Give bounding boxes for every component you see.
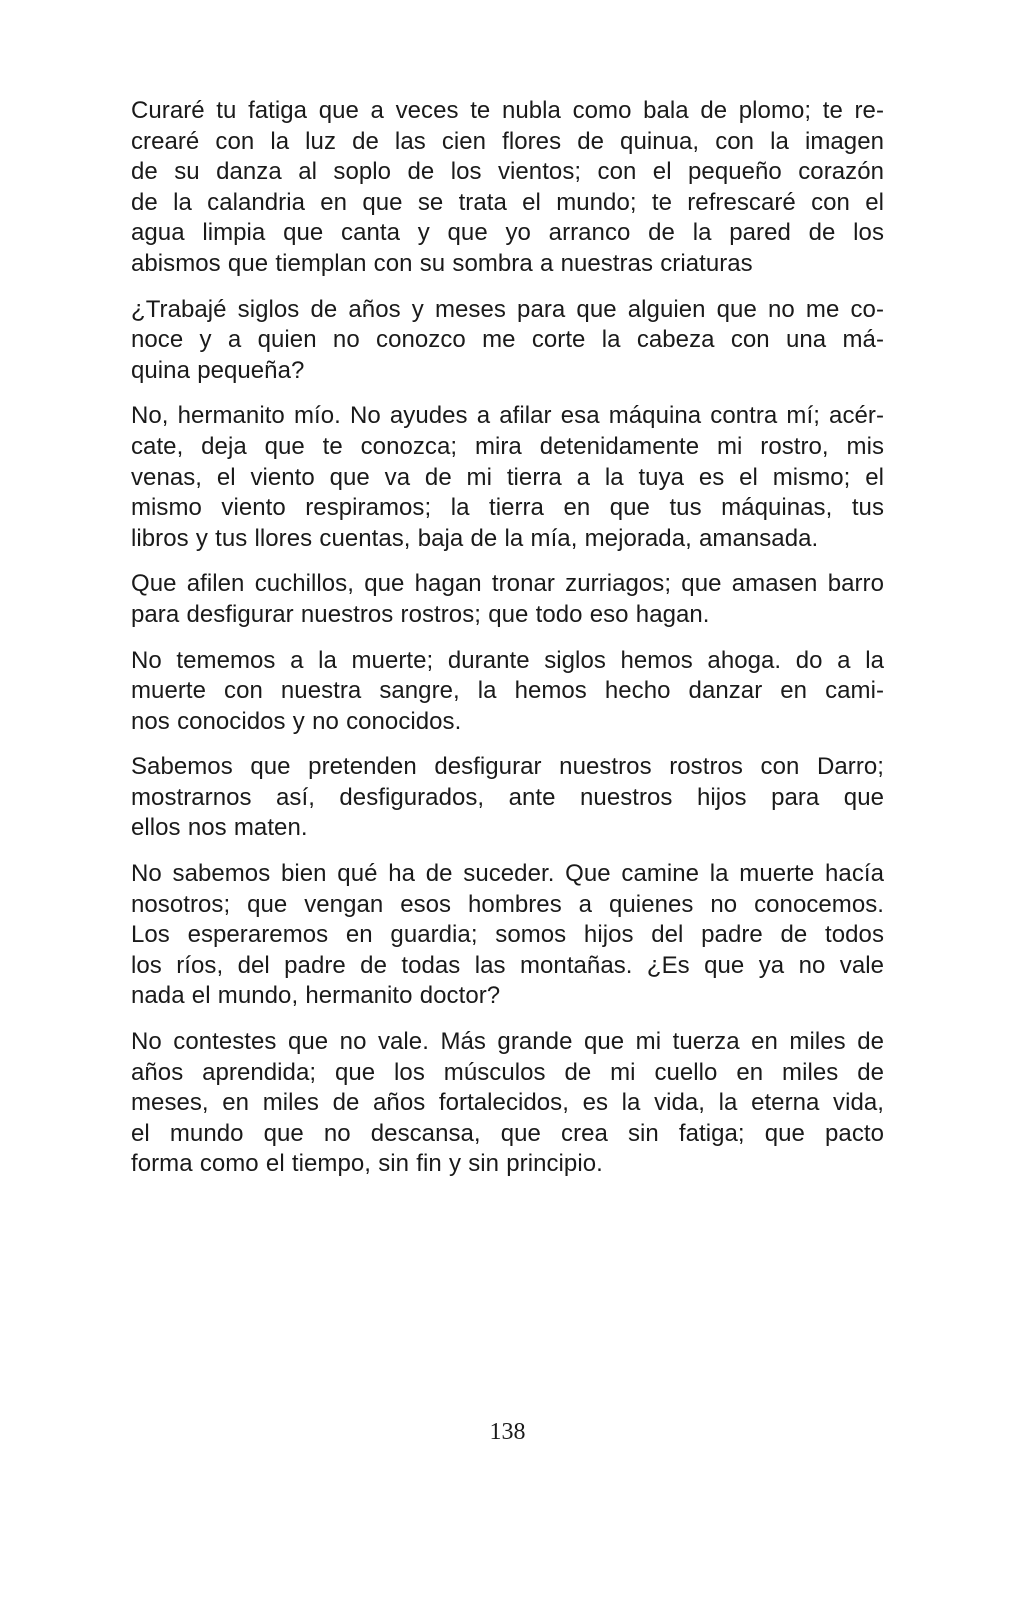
text-line: No, hermanito mío. No ayudes a afilar esa máquina contra mí; acér-: [131, 402, 884, 430]
text-line: No tememos a la muerte; durante siglos hemos ahoga. do a la: [131, 646, 884, 674]
paragraph: [131, 401, 884, 554]
text-line: noce y a quien no conozco me corte la cabeza con una má-: [131, 326, 884, 354]
text-line: años aprendida; que los músculos de mi cuello en miles de: [131, 1058, 884, 1086]
paragraph: [131, 96, 884, 280]
text-line: nos conocidos y no conocidos.: [131, 707, 462, 735]
text-line: agua limpia que canta y que yo arranco de la pared de los: [131, 219, 884, 247]
text-line: mostrarnos así, desfigurados, ante nuestros hijos para que: [131, 783, 884, 811]
paragraph: [131, 752, 884, 844]
text-line: venas, el viento que va de mi tierra a la tuya es el mismo; el: [131, 463, 884, 491]
paragraph: [131, 569, 884, 630]
text-line: para desfigurar nuestros rostros; que todo eso hagan.: [131, 600, 710, 628]
text-line: meses, en miles de años fortalecidos, es la vida, la eterna vida,: [131, 1089, 884, 1117]
text-line: nada el mundo, hermanito doctor?: [131, 982, 501, 1010]
page-body: [131, 96, 884, 1195]
text-line: No contestes que no vale. Más grande que mi tuerza en miles de: [131, 1028, 884, 1056]
paragraph: [131, 859, 884, 1012]
text-line: ¿Trabajé siglos de años y meses para que alguien que no me co-: [131, 295, 884, 323]
paragraph: [131, 1027, 884, 1180]
page-number: 138: [489, 1419, 526, 1445]
text-line: Curaré tu fatiga que a veces te nubla como bala de plomo; te re-: [131, 97, 884, 124]
text-line: de su danza al soplo de los vientos; con el pequeño corazón: [131, 158, 884, 186]
paragraph: [131, 646, 884, 738]
text-line: el mundo que no descansa, que crea sin fatiga; que pacto: [131, 1119, 884, 1147]
paragraph: [131, 295, 884, 387]
text-line: abismos que tiemplan con su sombra a nuestras criaturas: [131, 249, 753, 277]
text-line: No sabemos bien qué ha de suceder. Que camine la muerte hacía: [131, 860, 884, 888]
text-line: mismo viento respiramos; la tierra en que tus máquinas, tus: [131, 494, 884, 522]
text-line: nosotros; que vengan esos hombres a quienes no conocemos.: [131, 890, 884, 918]
text-line: Sabemos que pretenden desfigurar nuestros rostros con Darro;: [131, 753, 884, 781]
text-line: los ríos, del padre de todas las montañas. ¿Es que ya no vale: [131, 951, 884, 979]
text-line: Que afilen cuchillos, que hagan tronar zurriagos; que amasen barro: [131, 570, 884, 598]
text-line: Los esperaremos en guardia; somos hijos del padre de todos: [131, 921, 884, 949]
text-line: quina pequeña?: [131, 356, 305, 384]
text-line: libros y tus llores cuentas, baja de la mía, mejorada, amansada.: [131, 524, 819, 552]
text-line: de la calandria en que se trata el mundo; te refrescaré con el: [131, 188, 884, 216]
text-line: muerte con nuestra sangre, la hemos hecho danzar en cami-: [131, 677, 884, 705]
text-line: cate, deja que te conozca; mira detenidamente mi rostro, mis: [131, 432, 884, 460]
text-line: ellos nos maten.: [131, 814, 308, 842]
text-line: forma como el tiempo, sin fin y sin principio.: [131, 1150, 603, 1178]
text-line: crearé con la luz de las cien flores de quinua, con la imagen: [131, 127, 884, 155]
